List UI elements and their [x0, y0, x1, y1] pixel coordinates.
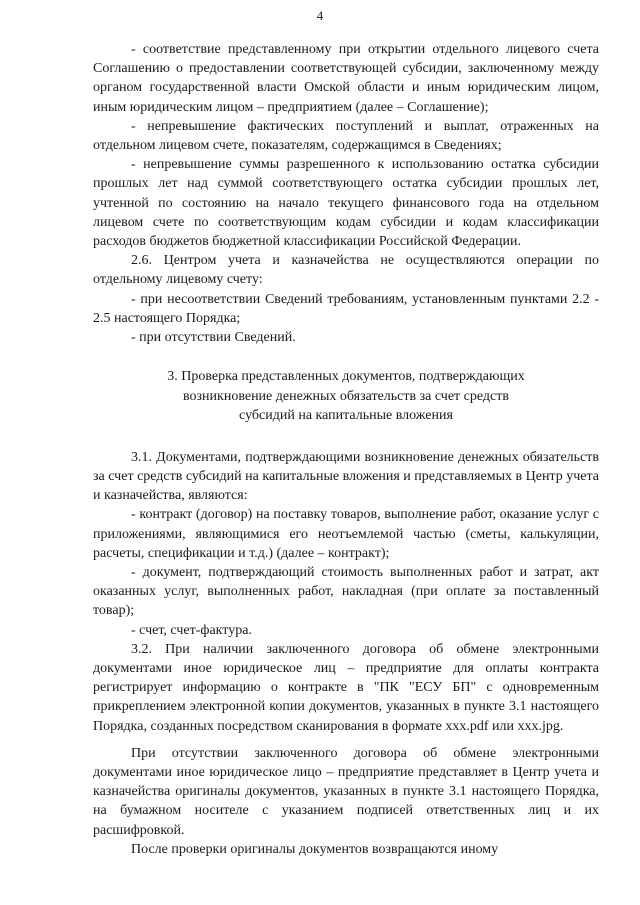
- section-heading: [93, 367, 599, 426]
- paragraph: - непревышение фактических поступлений и выплат, отраженных на отдельном лицевом счете, показателям, содержащимся в Сведениях;: [93, 118, 599, 154]
- paragraph: - контракт (договор) на поставку товаров, выполнение работ, оказание услуг с приложениями, являющимися его неотъемлемой частью (сметы, калькуляции, расчеты, спецификации и т.д.) (далее – контракт);: [93, 507, 599, 561]
- paragraph: 3.1. Документами, подтверждающими возникновение денежных обязательств за счет средств субсидий на капитальные вложения и представляемых в Центр учета и казначейства, являются:: [93, 449, 599, 504]
- section-heading-line: 3. Проверка представленных документов, подтверждающих: [167, 369, 525, 385]
- paragraph: - документ, подтверждающий стоимость выполненных работ и затрат, акт оказанных услуг, выполненных работ, накладная (при оплате за поставленный товар);: [93, 564, 599, 619]
- paragraph: - соответствие представленному при открытии отдельного лицевого счета Соглашению о предоставлении соответствующей субсидии, заключенному между органом государственной власти Омской области и иным юридическим лицом, иным юридическим лицом – предприятием (далее – Соглашение);: [93, 42, 599, 115]
- section-heading-line: субсидий на капитальные вложения: [239, 408, 453, 424]
- paragraph: - счет, счет-фактура.: [131, 622, 252, 638]
- document-body: [93, 40, 599, 859]
- paragraph: - при несоответствии Сведений требованиям, установленным пунктами 2.2 - 2.5 настоящего Порядка;: [93, 291, 599, 326]
- section-heading-line: возникновение денежных обязательств за счет средств: [183, 388, 509, 404]
- paragraph: - при отсутствии Сведений.: [131, 330, 296, 346]
- page-number: 4: [316, 8, 324, 23]
- paragraph: - непревышение суммы разрешенного к использованию остатка субсидии прошлых лет над суммой соответствующего остатка субсидии прошлых лет, учтенной по состоянию на начало текущего финансового года на отдельном лицевом счете по соответствующим кодам субсидии и кодам классификации расходов бюджетов бюджетной классификации Российской Федерации.: [93, 157, 599, 250]
- paragraph: После проверки оригиналы документов возвращаются иному: [131, 841, 499, 857]
- paragraph: 2.6. Центром учета и казначейства не осуществляются операции по отдельному лицевому счету:: [93, 253, 599, 288]
- paragraph-gap: [93, 736, 599, 744]
- paragraph: При отсутствии заключенного договора об обмене электронными документами иное юридическое лицо – предприятие представляет в Центр учета и казначейства оригиналы документов, указанных в пункте 3.1 настоящего Порядка, на бумажном носителе с указанием подписей ответственных лиц и их расшифровкой.: [93, 745, 599, 838]
- paragraph: 3.2. При наличии заключенного договора об обмене электронными документами иное юридическое лиц – предприятие для оплаты контракта регистрирует информацию о контракте в "ПК "ЕСУ БП" с одновременным прикреплением электронной копии документов, указанных в пункте 3.1 настоящего Порядка, созданных посредством сканирования в формате xxx.pdf или xxx.jpg.: [93, 641, 599, 734]
